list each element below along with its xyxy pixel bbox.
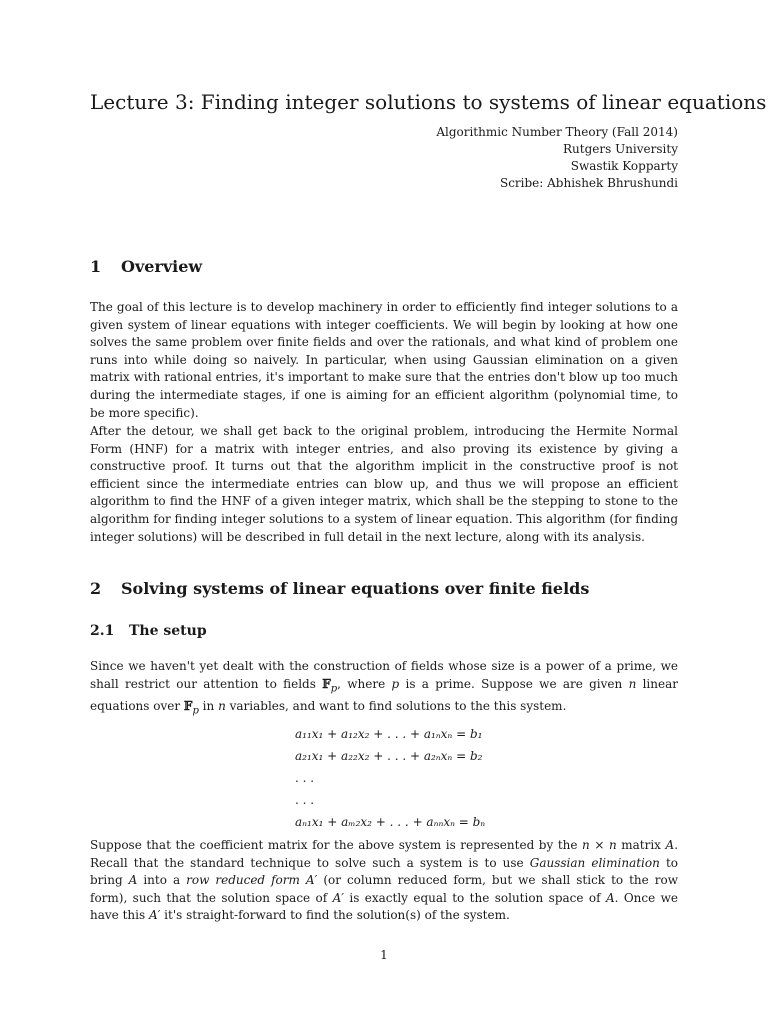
page-title: Lecture 3: Finding integer solutions to systems of linear equations — [90, 90, 767, 114]
equation-line: a₁₁x₁ + a₁₂x₂ + . . . + a₁ₙxₙ = b₁ — [295, 727, 483, 741]
equation-ellipsis: . . . — [295, 771, 315, 785]
scribe-name: Scribe: Abhishek Bhrushundi — [499, 176, 678, 190]
setup-paragraph: Since we haven't yet dealt with the construction of fields whose size is a power of a prime, we shall restrict our attention to fields 𝔽$_p$, where p is a prime. Suppose we are given n linear equations over 𝔽$_p$ in n variables, and want to find solutions to the this system. — [90, 659, 678, 716]
subsection-number: 2.1 — [90, 623, 115, 639]
page-number: 1 — [380, 948, 388, 962]
section-number: 2 — [90, 579, 102, 598]
subsection-title: The setup — [129, 623, 207, 639]
section-title: Overview — [121, 257, 203, 276]
section-title: Solving systems of linear equations over finite fields — [121, 579, 590, 598]
subsection-2-1-heading — [90, 621, 207, 641]
equation-ellipsis: . . . — [295, 793, 315, 807]
section-2-heading — [90, 578, 589, 600]
equation-line: aₙ₁x₁ + aₘ₂x₂ + . . . + aₙₙxₙ = bₙ — [295, 815, 486, 829]
overview-paragraph-1: The goal of this lecture is to develop machinery in order to efficiently find integer solutions to a given system of linear equations with integer coefficients. We will begin by looking at how one solves the same problem over finite fields and over the rationals, and what kind of problem one runs into while doing so naively. In particular, when using Gaussian elimination on a given matrix with rational entries, it's important to make sure that the entries don't blow up too much during the intermediate stages, if one is aiming for an efficient algorithm (polynomial time, to be more specific). — [90, 300, 678, 420]
author-block — [436, 124, 678, 192]
equation-line: a₂₁x₁ + a₂₂x₂ + . . . + a₂ₙxₙ = b₂ — [295, 749, 483, 763]
section-1-heading — [90, 256, 202, 278]
equation-system — [295, 723, 485, 833]
overview-paragraph-2: After the detour, we shall get back to the original problem, introducing the Hermite Normal Form (HNF) for a matrix with integer entries, and also proving its existence by giving a constructive proof. It turns out that the algorithm implicit in the constructive proof is not efficient since the intermediate entries can blow up, and thus we will propose an efficient algorithm to find the HNF of a given integer matrix, which shall be the stepping to stone to the algorithm for finding integer solutions to a system of linear equation. This algorithm (for finding integer solutions) will be described in full detail in the next lecture, along with its analysis. — [90, 424, 678, 544]
section-number: 1 — [90, 257, 102, 276]
gaussian-paragraph: Suppose that the coefficient matrix for the above system is represented by the n × n matrix A. Recall that the standard technique to solve such a system is to use Gaussian elimination to bring A into a row reduced form A′ (or column reduced form, but we shall stick to the row form), such that the solution space of A′ is exactly equal to the solution space of A. Once we have this A′ it's straight-forward to find the solution(s) of the system. — [90, 838, 679, 923]
university-name: Rutgers University — [563, 142, 678, 156]
course-name: Algorithmic Number Theory (Fall 2014) — [436, 125, 678, 139]
instructor-name: Swastik Kopparty — [570, 159, 678, 173]
